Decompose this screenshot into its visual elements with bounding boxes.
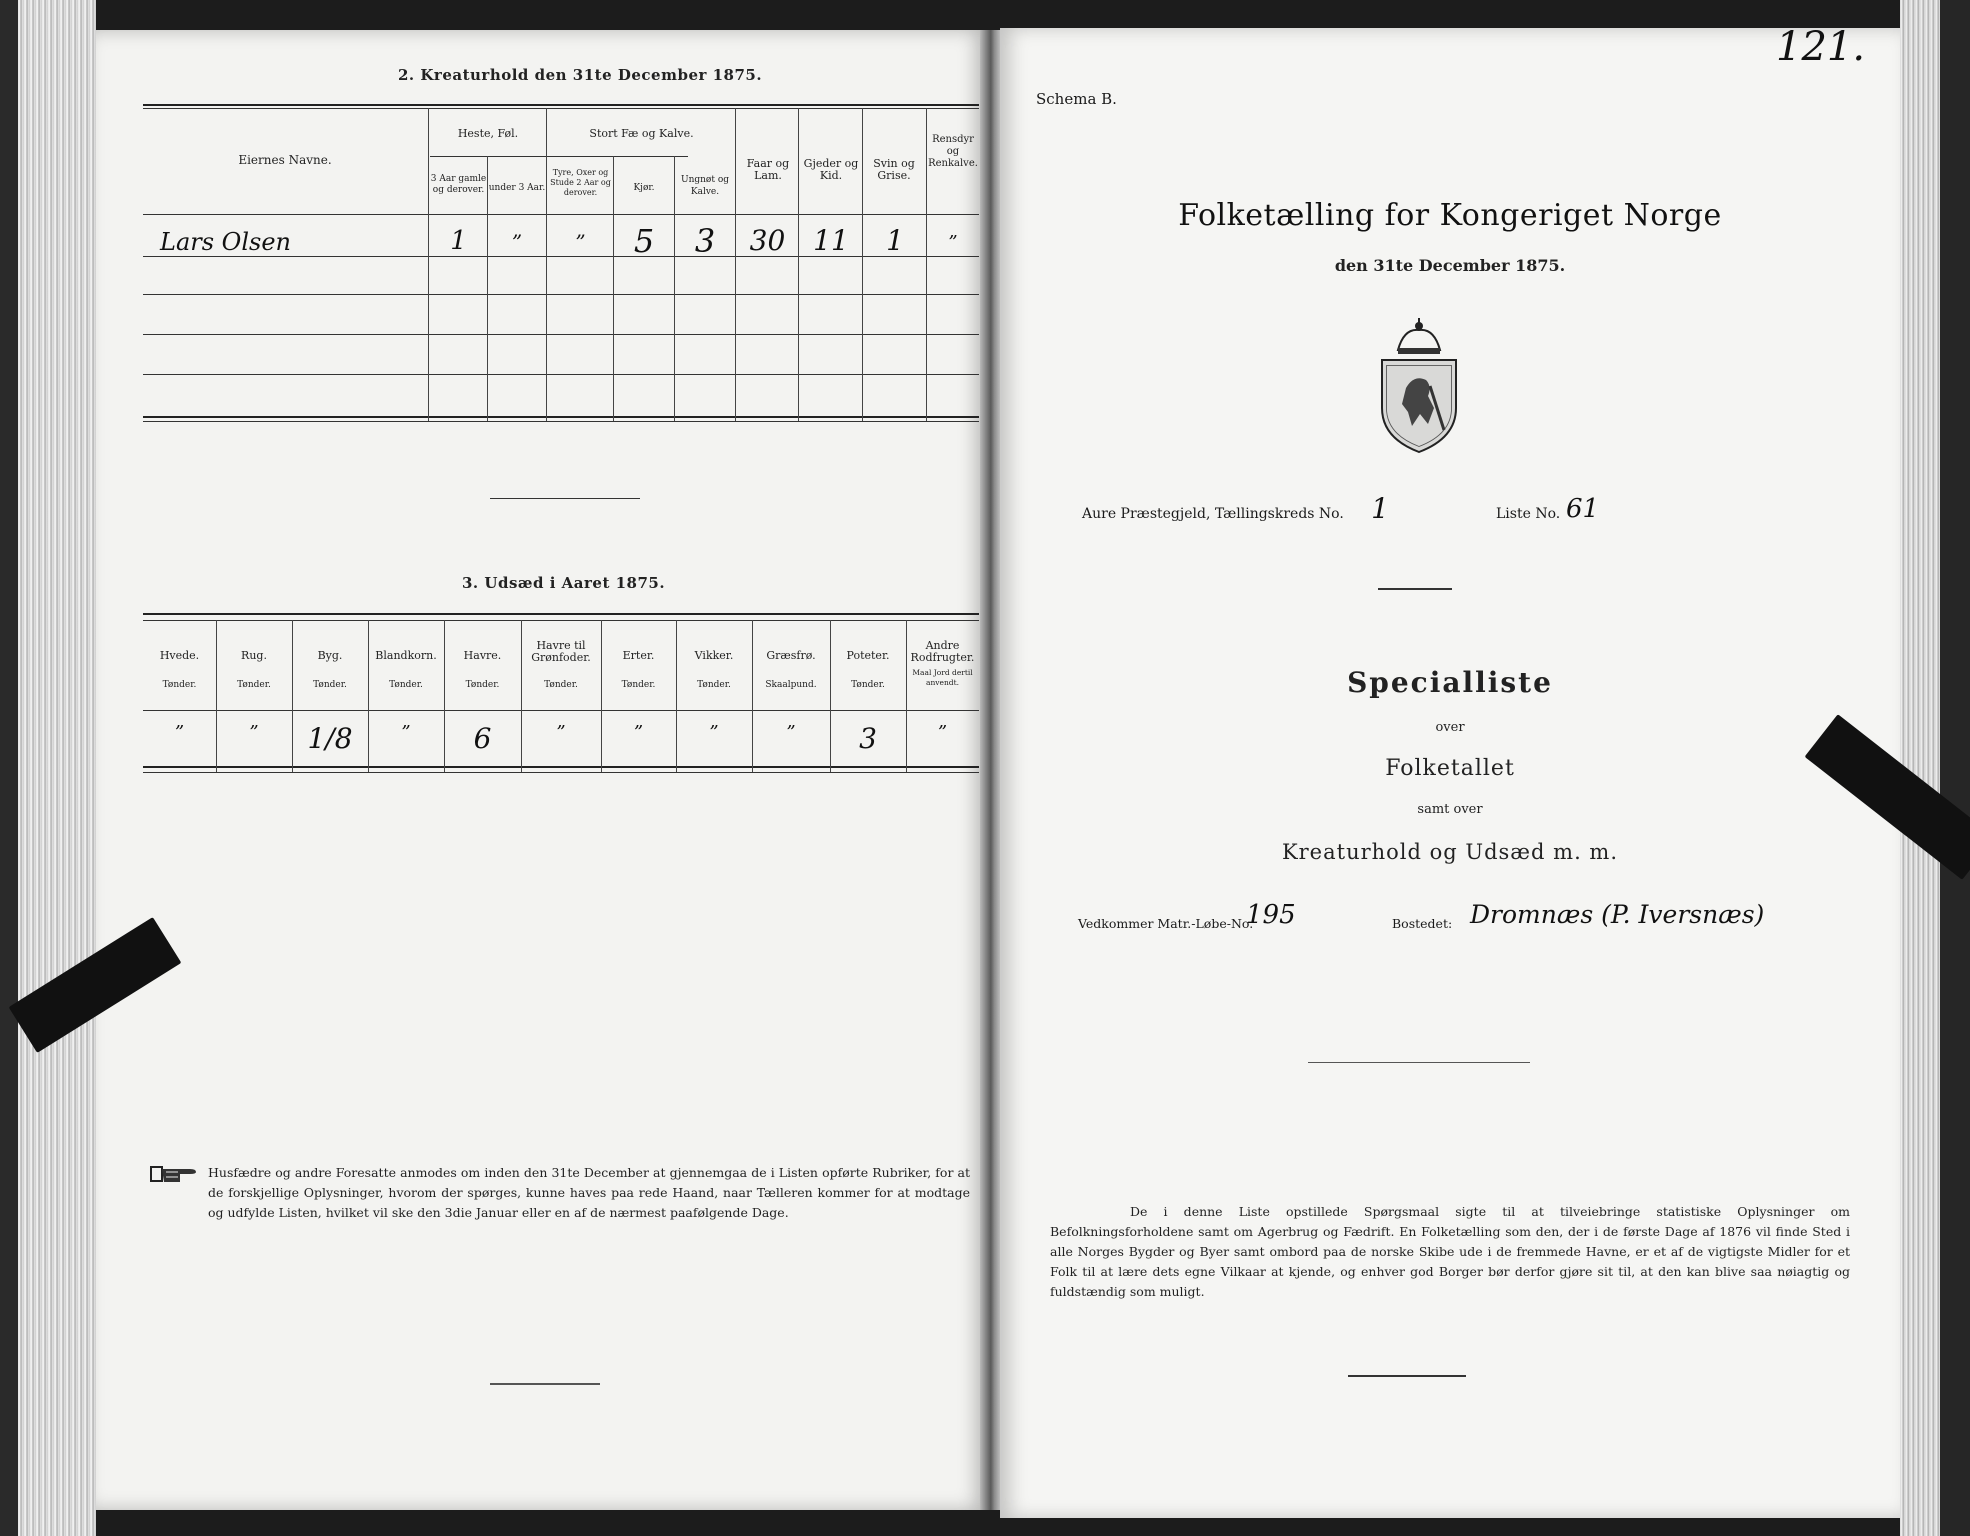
schema-label: Schema B.	[1036, 90, 1117, 108]
seed-header-bottom	[143, 710, 979, 711]
header-horses-3plus: 3 Aar gamle og derover.	[430, 174, 487, 195]
seed-header-unit: Tønder.	[162, 680, 197, 690]
seed-value: ”	[786, 722, 796, 743]
livestock-subheader-line	[430, 156, 688, 157]
seed-header-unit: Tønder.	[851, 680, 885, 690]
bostedet-value: Dromnæs (P. Iversnæs)	[1470, 900, 1765, 929]
seed-value: ”	[174, 722, 185, 743]
seed-value: ”	[556, 722, 566, 743]
binding-edge-left	[0, 0, 18, 1536]
value-reindeer: ”	[948, 232, 958, 253]
parish-label: Aure Præstegjeld, Tællingskreds No.	[1082, 506, 1344, 522]
seed-header-unit: Tønder.	[389, 680, 423, 690]
header-horses-group: Heste, Føl.	[457, 127, 519, 140]
value-bulls: ”	[575, 230, 586, 254]
seed-header-unit: Tønder.	[313, 680, 347, 690]
binding-edge-right	[1940, 0, 1970, 1536]
header-sheep: Faar og Lam.	[746, 157, 790, 182]
seed-header-unit: Tønder.	[237, 680, 271, 690]
folketallet-label: Folketallet	[1385, 756, 1515, 781]
seed-col-line	[368, 620, 369, 772]
value-sheep: 30	[749, 224, 786, 257]
value-horses-under3: ”	[511, 230, 523, 254]
footnote-text: Husfædre og andre Foresatte anmodes om inden den 31te December at gjennemgaa de i Listen opførte Rubriker, for at de forskjellige Oplysninger, hvorom der spørges, kunne haves paa rede Haand, naar Tælleren kommer for at modtage og udfylde Listen, hvilket vil ske den 3die Januar eller en af de nærmest paafølgende Dage.	[208, 1165, 970, 1220]
seed-value: 1/8	[307, 722, 353, 755]
seed-header-name: Hvede.	[159, 649, 200, 662]
col-line	[487, 156, 488, 421]
livestock-table-top-rule-2	[143, 108, 979, 109]
seed-header-unit: Skaalpund.	[765, 680, 817, 690]
value-goats: 11	[813, 224, 849, 257]
livestock-table-bottom-rule	[143, 416, 979, 418]
seed-header-name: Rug.	[241, 649, 267, 662]
livestock-row-line	[143, 374, 979, 375]
seed-col-line	[676, 620, 677, 772]
seed-header-unit: Tønder.	[465, 680, 500, 690]
divider-right-3	[1348, 1375, 1466, 1377]
seed-header-name: Græsfrø.	[766, 649, 816, 662]
header-goats: Gjeder og Kid.	[803, 157, 859, 182]
seed-header-unit: Tønder.	[697, 680, 731, 690]
seed-value: ”	[709, 722, 719, 743]
seed-header-unit: Tønder.	[621, 680, 656, 690]
seed-header-unit: Tønder.	[544, 680, 578, 690]
livestock-table-top-rule	[143, 104, 979, 106]
seed-value: ”	[249, 722, 259, 743]
seed-header-name: Blandkorn.	[375, 649, 437, 662]
pointing-hand-icon	[150, 1160, 202, 1186]
col-line	[735, 108, 736, 421]
seed-value: ”	[401, 722, 411, 743]
seed-header-name: Havre til Grønfoder.	[531, 639, 591, 664]
seed-header-name: Havre.	[463, 649, 502, 662]
col-line	[428, 108, 429, 421]
value-pigs: 1	[886, 224, 904, 257]
col-line	[798, 108, 799, 421]
seed-header-name: Poteter.	[846, 649, 890, 662]
divider-short	[490, 498, 640, 499]
seed-table-top-rule	[143, 613, 979, 615]
seed-value: ”	[633, 722, 644, 743]
livestock-table-bottom-rule-2	[143, 421, 979, 422]
seed-section-title: 3. Udsæd i Aaret 1875.	[462, 574, 666, 592]
kreaturhold-label: Kreaturhold og Udsæd m. m.	[1281, 840, 1619, 864]
page-number: 121.	[1776, 24, 1866, 70]
seed-header-name: Andre Rodfrugter.	[910, 639, 975, 664]
divider-right-1	[1378, 588, 1452, 590]
seed-header-name: Vikker.	[694, 649, 734, 662]
matr-label: Vedkommer Matr.-Løbe-No.	[1078, 916, 1254, 931]
over-label: over	[1435, 720, 1465, 735]
value-horses-3plus: 1	[450, 226, 467, 256]
header-cows: Kjør.	[633, 183, 655, 193]
census-title: Folketælling for Kongeriget Norge	[1178, 198, 1722, 233]
seed-header-name: Byg.	[317, 649, 343, 662]
header-young-cattle: Ungnøt og Kalve.	[680, 175, 729, 197]
bostedet-label: Bostedet:	[1392, 916, 1453, 931]
livestock-section-title: 2. Kreaturhold den 31te December 1875.	[398, 66, 763, 84]
list-number: 61	[1566, 494, 1600, 524]
livestock-row-line	[143, 334, 979, 335]
seed-value: ”	[937, 722, 948, 743]
seed-table-bottom-rule	[143, 766, 979, 768]
seed-col-line	[601, 620, 602, 772]
divider-bottom-left	[490, 1383, 600, 1385]
list-label: Liste No.	[1496, 506, 1561, 522]
divider-right-2	[1308, 1062, 1530, 1063]
seed-header-name: Erter.	[622, 649, 655, 662]
livestock-row-line	[143, 294, 979, 295]
seed-value: 3	[859, 722, 877, 755]
livestock-header-bottom	[143, 214, 979, 215]
seed-col-line	[216, 620, 217, 772]
header-horses-under3: under 3 Aar.	[488, 183, 546, 193]
header-owner: Eiernes Navne.	[238, 153, 332, 167]
seed-table-top-rule-2	[143, 620, 979, 621]
census-date: den 31te December 1875.	[1334, 256, 1566, 275]
district-number: 1	[1371, 492, 1389, 525]
seed-header-unit: Maal Jord dertil anvendt.	[912, 668, 973, 687]
owner-name: Lars Olsen	[160, 228, 291, 256]
header-bulls: Tyre, Oxer og Stude 2 Aar og derover.	[550, 168, 611, 197]
seed-col-line	[752, 620, 753, 772]
col-line	[613, 156, 614, 421]
samt-over-label: samt over	[1417, 802, 1483, 817]
seed-table-bottom-rule-2	[143, 772, 979, 773]
norway-coat-of-arms-icon	[1368, 316, 1470, 456]
value-cows: 5	[633, 222, 655, 260]
census-explanation-text: De i denne Liste opstillede Spørgsmaal sigte til at tilveiebringe statistiske Oplysninger om Befolkningsforholdene samt om Agerbrug og Fædrift. En Folketælling som den, der i de første Dage af 1876 vil finde Sted i alle Norges Bygder og Byer samt ombord paa de norske Skibe ude i de fremmede Havne, er et af de vigtigste Midler for et Folk til at lære dets egne Vilkaar at kjende, og enhver god Borger bør derfor gjøre sit til, at den kan blive saa nøiagtig og fuldstændig som muligt.	[1050, 1204, 1850, 1299]
header-cattle-group: Stort Fæ og Kalve.	[589, 127, 694, 140]
header-reindeer: Rensdyr og Renkalve.	[928, 134, 978, 169]
col-line	[862, 108, 863, 421]
seed-value: 6	[473, 722, 492, 755]
header-pigs: Svin og Grise.	[873, 157, 915, 182]
col-line	[546, 108, 547, 421]
matr-number: 195	[1246, 900, 1296, 930]
value-young-cattle: 3	[694, 222, 716, 260]
specialliste-title: Specialliste	[1347, 666, 1553, 699]
